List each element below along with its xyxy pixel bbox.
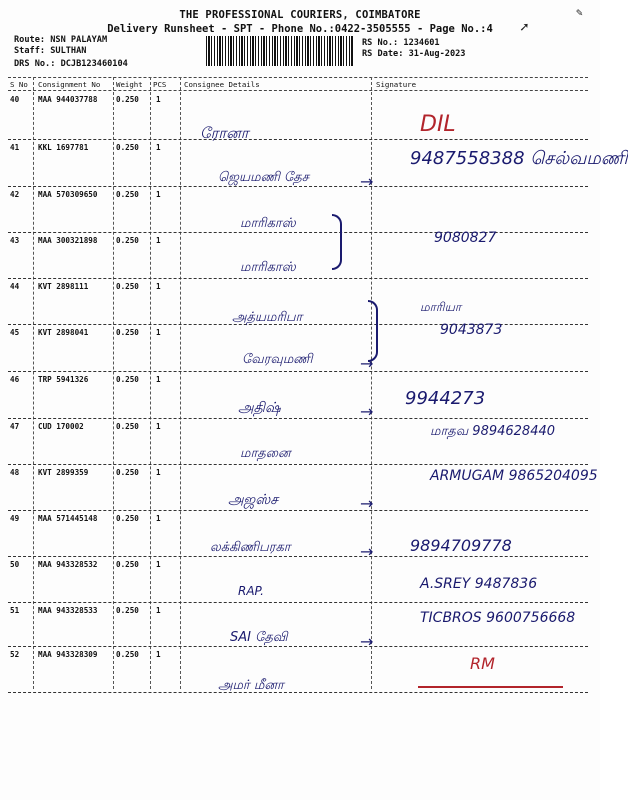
arrow-icon: → — [360, 402, 374, 421]
weight-value: 0.250 — [116, 650, 139, 659]
serial-number: 40 — [10, 95, 20, 104]
consignment-number: CUD 170002 — [38, 422, 84, 431]
consignee-handwriting: RAP. — [238, 584, 264, 598]
pieces-count: 1 — [156, 468, 161, 477]
serial-number: 49 — [10, 514, 20, 523]
weight-value: 0.250 — [116, 606, 139, 615]
signature-handwriting: A.SREY 9487836 — [420, 576, 538, 592]
pieces-count: 1 — [156, 422, 161, 431]
consignee-handwriting: அஜஸ்ச — [228, 492, 279, 508]
signature-handwriting: ARMUGAM 9865204095 — [430, 468, 598, 484]
consignee-handwriting: அத்யமரிபா — [232, 310, 303, 325]
weight-value: 0.250 — [116, 514, 139, 523]
drs-label: DRS No.: DCJB123460104 — [14, 59, 128, 69]
consignment-number: KVT 2898111 — [38, 282, 89, 291]
consignment-number: MAA 943328533 — [38, 606, 98, 615]
pieces-count: 1 — [156, 236, 161, 245]
arrow-icon: → — [360, 494, 374, 513]
weight-value: 0.250 — [116, 282, 139, 291]
table-header — [8, 77, 588, 91]
consignment-number: KVT 2898041 — [38, 328, 89, 337]
table-row — [8, 372, 588, 419]
weight-value: 0.250 — [116, 422, 139, 431]
pieces-count: 1 — [156, 95, 161, 104]
arrow-icon: → — [360, 172, 374, 191]
weight-value: 0.250 — [116, 375, 139, 384]
serial-number: 47 — [10, 422, 20, 431]
serial-number: 52 — [10, 650, 20, 659]
consignee-handwriting: அமர் மீனா — [218, 678, 284, 693]
serial-number: 50 — [10, 560, 20, 569]
consignee-handwriting: ரோனா — [200, 124, 249, 142]
pieces-count: 1 — [156, 143, 161, 152]
brace-mark — [332, 214, 342, 270]
consignee-handwriting: மாரிகாஸ் — [240, 260, 296, 275]
weight-value: 0.250 — [116, 236, 139, 245]
table-row — [8, 92, 588, 140]
serial-number: 45 — [10, 328, 20, 337]
col-weight: Weight — [116, 80, 143, 89]
consignment-number: MAA 571445148 — [38, 514, 98, 523]
consignee-handwriting: லக்கிணிபரகா — [210, 540, 291, 555]
weight-value: 0.250 — [116, 95, 139, 104]
consignment-number: KKL 1697781 — [38, 143, 89, 152]
consignment-number: MAA 944037788 — [38, 95, 98, 104]
pieces-count: 1 — [156, 375, 161, 384]
corner-scribble: ✎ — [576, 6, 583, 19]
weight-value: 0.250 — [116, 328, 139, 337]
col-sno: S No — [10, 80, 28, 89]
signature-handwriting: DIL — [420, 112, 456, 137]
serial-number: 41 — [10, 143, 20, 152]
signature-handwriting: மாரியா — [420, 300, 462, 314]
consignee-handwriting: வேரவுமணி — [242, 352, 313, 367]
serial-number: 43 — [10, 236, 20, 245]
arrow-icon: → — [360, 542, 374, 561]
serial-number: 42 — [10, 190, 20, 199]
consignment-number: MAA 570309650 — [38, 190, 98, 199]
signature-handwriting: RM — [470, 654, 495, 673]
pieces-count: 1 — [156, 190, 161, 199]
consignee-handwriting: SAI தேவி — [230, 630, 288, 645]
serial-number: 48 — [10, 468, 20, 477]
document-subtitle: Delivery Runsheet - SPT - Phone No.:0422-3505555 - Page No.:4 — [107, 23, 493, 35]
signature-handwriting: TICBROS 9600756668 — [420, 610, 576, 626]
document-title: THE PROFESSIONAL COURIERS, COIMBATORE — [179, 9, 421, 21]
tick-mark: ➚ — [520, 20, 529, 36]
consignment-number: MAA 943328532 — [38, 560, 98, 569]
route-label: Route: NSN PALAYAM — [14, 35, 108, 45]
strikethrough-mark — [418, 686, 563, 688]
weight-value: 0.250 — [116, 143, 139, 152]
signature-handwriting: 9080827 — [434, 230, 497, 246]
pieces-count: 1 — [156, 560, 161, 569]
signature-handwriting: 9944273 — [405, 388, 486, 409]
consignment-number: KVT 2899359 — [38, 468, 89, 477]
consignee-handwriting: ஜெயமணி தேச — [218, 170, 309, 185]
pieces-count: 1 — [156, 606, 161, 615]
signature-handwriting: 9487558388 செல்வமணி — [410, 148, 628, 169]
rs-date: RS Date: 31-Aug-2023 — [362, 49, 466, 59]
signature-handwriting: மாதவ 9894628440 — [430, 424, 556, 439]
table-row — [8, 187, 588, 233]
col-consignment: Consignment No — [38, 80, 101, 89]
pieces-count: 1 — [156, 650, 161, 659]
serial-number: 46 — [10, 375, 20, 384]
rs-number: RS No.: 1234601 — [362, 38, 440, 48]
arrow-icon: → — [360, 354, 374, 373]
pieces-count: 1 — [156, 282, 161, 291]
consignment-number: TRP 5941326 — [38, 375, 89, 384]
consignee-handwriting: மாதனை — [240, 446, 291, 461]
weight-value: 0.250 — [116, 190, 139, 199]
staff-label: Staff: SULTHAN — [14, 46, 87, 56]
col-signature: Signature — [376, 80, 417, 89]
brace-mark — [368, 300, 378, 362]
weight-value: 0.250 — [116, 560, 139, 569]
serial-number: 44 — [10, 282, 20, 291]
pieces-count: 1 — [156, 514, 161, 523]
barcode — [206, 36, 354, 66]
signature-handwriting: 9894709778 — [410, 536, 512, 555]
serial-number: 51 — [10, 606, 20, 615]
col-consignee: Consignee Details — [184, 80, 260, 89]
weight-value: 0.250 — [116, 468, 139, 477]
signature-handwriting: 9043873 — [440, 322, 503, 338]
arrow-icon: → — [360, 632, 374, 651]
col-pcs: PCS — [153, 80, 167, 89]
consignment-number: MAA 943328309 — [38, 650, 98, 659]
table-row — [8, 233, 588, 279]
consignee-handwriting: மாரிகாஸ் — [240, 216, 296, 231]
pieces-count: 1 — [156, 328, 161, 337]
consignee-handwriting: அதிஷ் — [238, 400, 281, 416]
consignment-number: MAA 300321898 — [38, 236, 98, 245]
